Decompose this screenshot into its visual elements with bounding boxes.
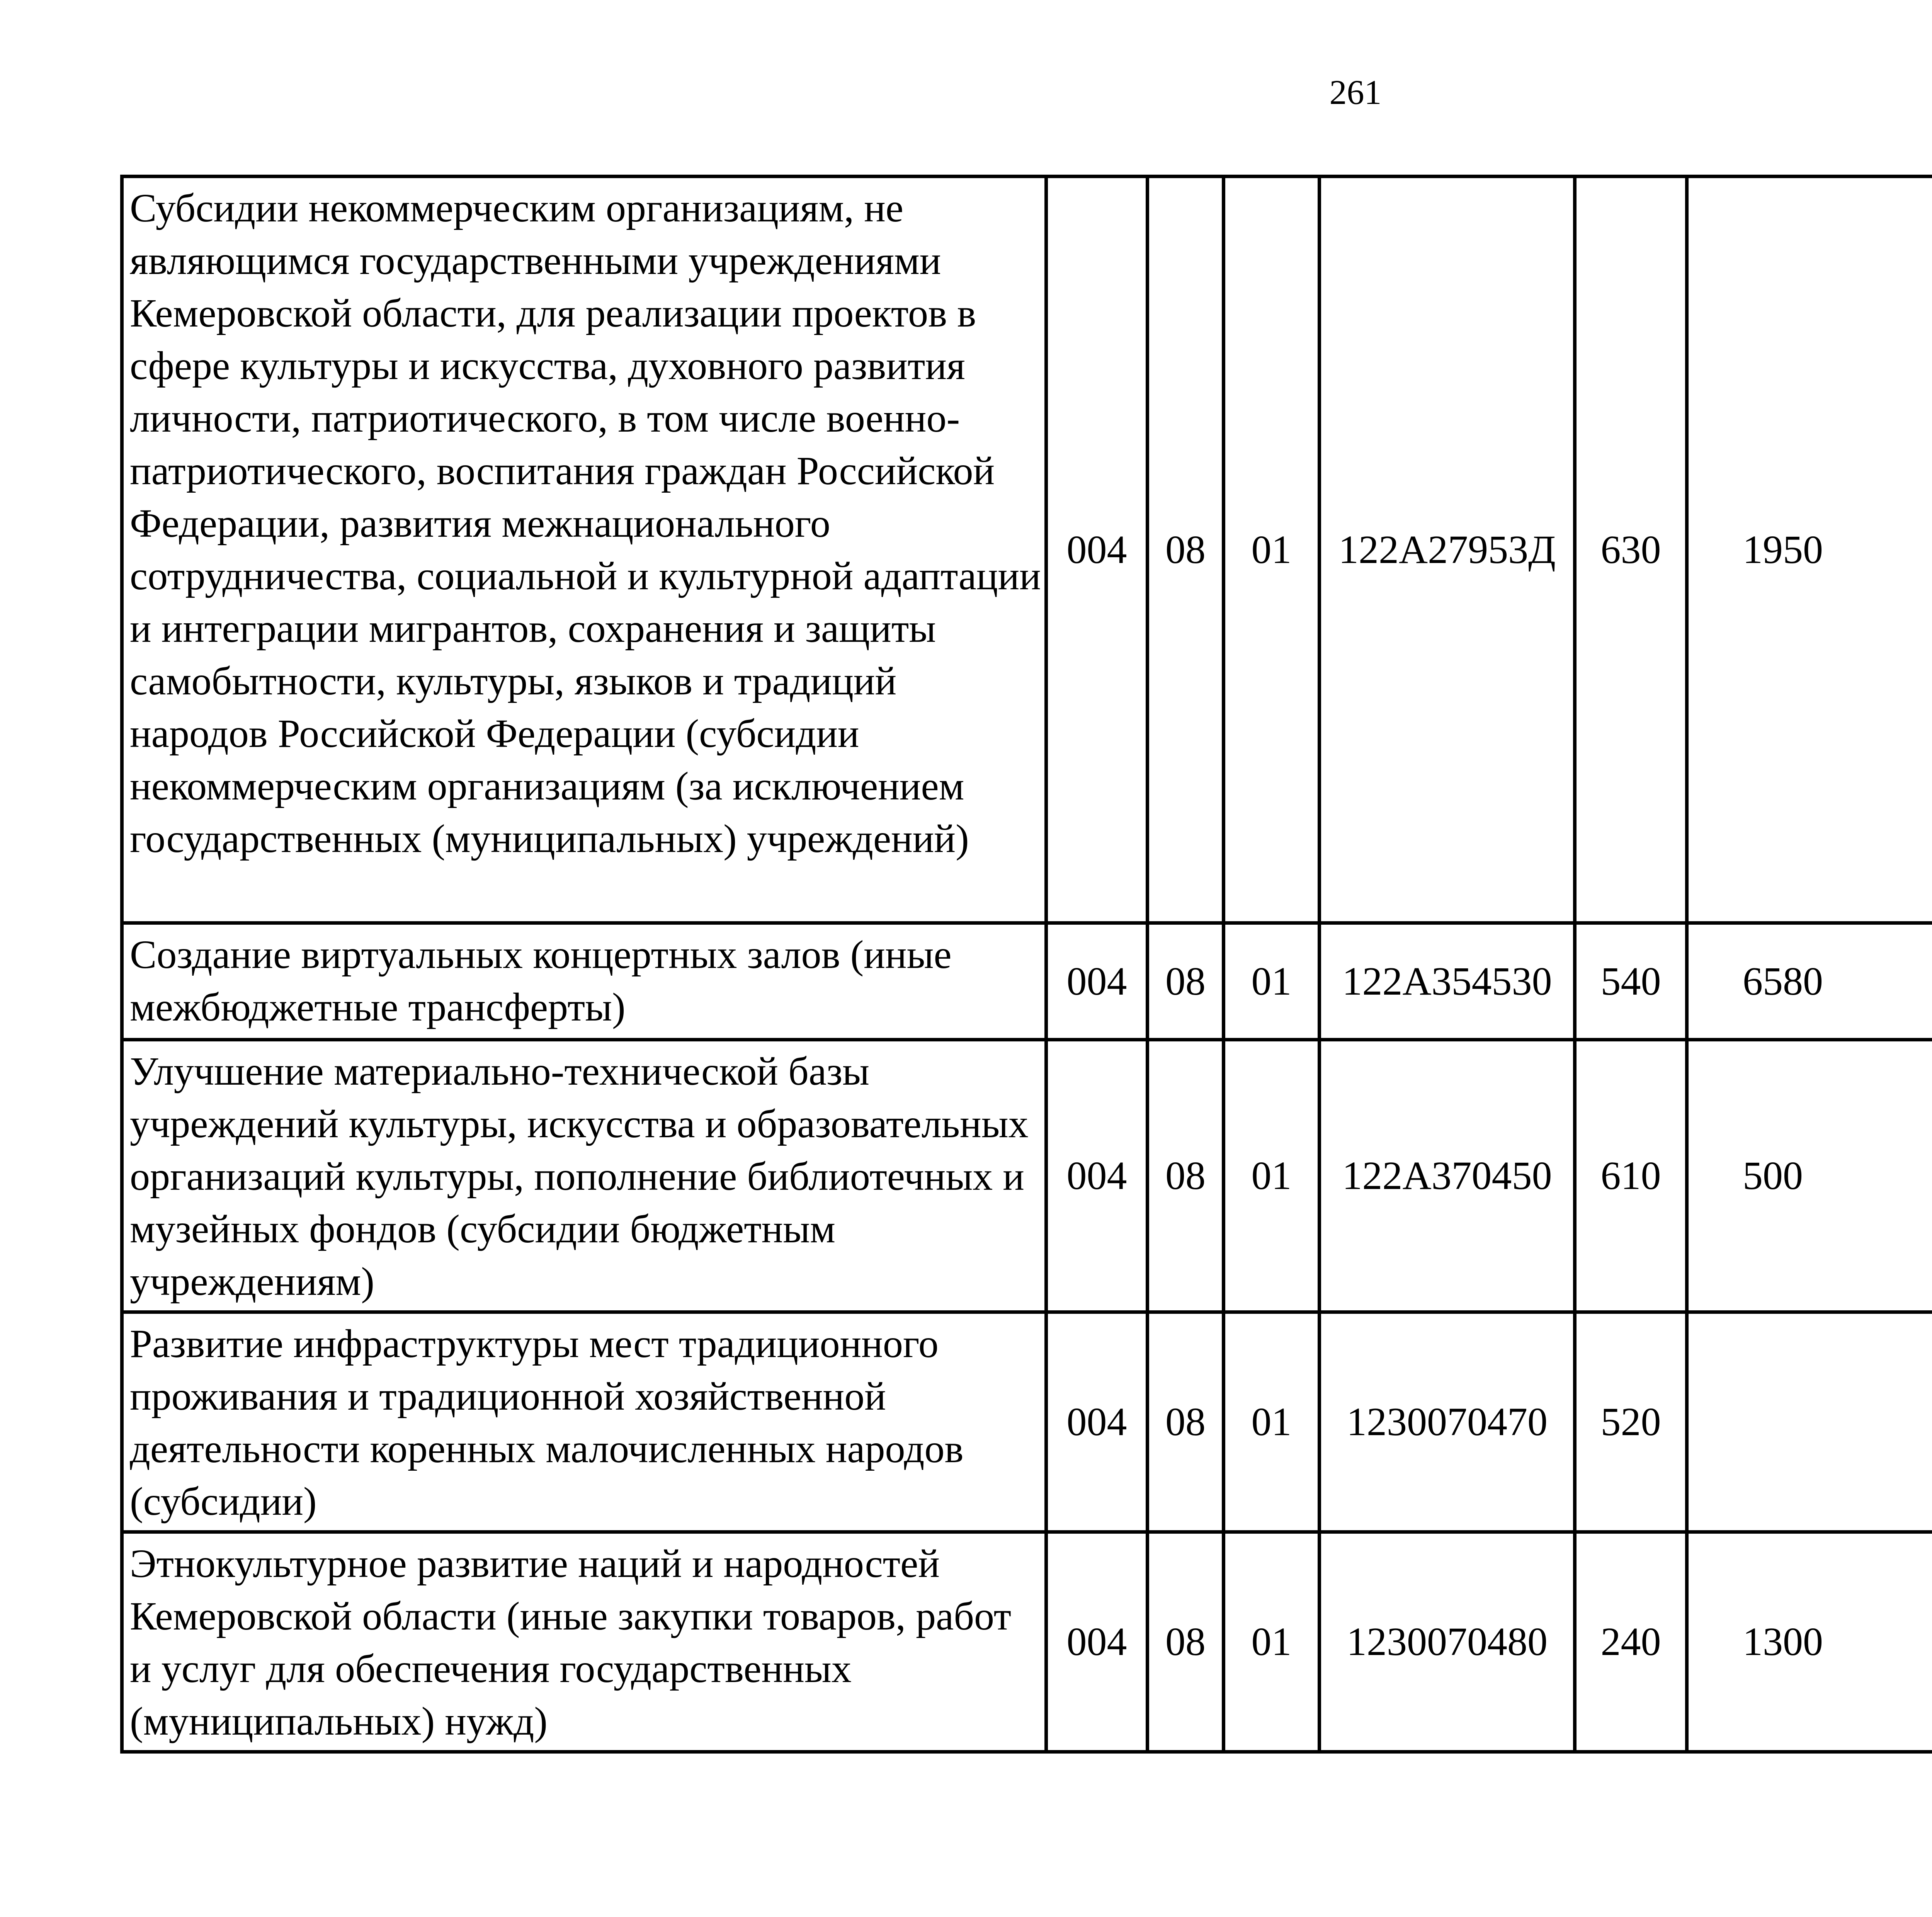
expense-type-code: 240 [1575,1532,1687,1752]
expense-type-code: 630 [1575,177,1687,923]
amount-year-1: 1950 [1687,177,1932,923]
subsection-code: 01 [1224,923,1320,1040]
amount-year-1: 6580 [1687,923,1932,1040]
subsection-code: 01 [1224,1040,1320,1312]
target-article-code: 1230070470 [1320,1312,1575,1532]
target-article-code: 122А370450 [1320,1040,1575,1312]
target-article-code: 122А27953Д [1320,177,1575,923]
target-article-code: 122А354530 [1320,923,1575,1040]
table-row [122,1040,1932,1312]
amount-year-1: 500 [1687,1040,1932,1312]
ministry-code: 004 [1046,177,1148,923]
expense-type-code: 610 [1575,1040,1687,1312]
target-article-code: 1230070480 [1320,1532,1575,1752]
subsection-code: 01 [1224,1532,1320,1752]
section-code: 08 [1148,1040,1224,1312]
amount-year-1 [1687,1312,1932,1532]
row-description: Улучшение материально-технической базы учреждений культуры, искусства и образовательных организаций культуры, пополнение библиотечных и музейных фондов (субсидии бюджетным учреждениям) [122,1040,1046,1312]
table-row [122,1312,1932,1532]
ministry-code: 004 [1046,923,1148,1040]
page-number: 261 [1329,73,1382,112]
ministry-code: 004 [1046,1040,1148,1312]
expense-type-code: 520 [1575,1312,1687,1532]
ministry-code: 004 [1046,1532,1148,1752]
amount-year-1: 1300 [1687,1532,1932,1752]
budget-table [120,175,1932,1754]
section-code: 08 [1148,1532,1224,1752]
expense-type-code: 540 [1575,923,1687,1040]
table-row [122,177,1932,923]
row-description: Этнокультурное развитие наций и народностей Кемеровской области (иные закупки товаров, работ и услуг для обеспечения государственных (муниципальных) нужд) [122,1532,1046,1752]
section-code: 08 [1148,177,1224,923]
table-row [122,1532,1932,1752]
section-code: 08 [1148,923,1224,1040]
subsection-code: 01 [1224,1312,1320,1532]
section-code: 08 [1148,1312,1224,1532]
row-description: Развитие инфраструктуры мест традиционного проживания и традиционной хозяйственной деятельности коренных малочисленных народов (субсидии) [122,1312,1046,1532]
ministry-code: 004 [1046,1312,1148,1532]
table-row [122,923,1932,1040]
row-description: Субсидии некоммерческим организациям, не являющимся государственными учреждениями Кемеровской области, для реализации проектов в сфере культуры и искусства, духовного развития личности, патриотического, в том числе военно-патриотического, воспитания граждан Российской Федерации, развития межнационального сотрудничества, социальной и культурной адаптации и интеграции мигрантов, сохранения и защиты самобытности, культуры, языков и традиций народов Российской Федерации (субсидии некоммерческим организациям (за исключением государственных (муниципальных) учреждений) [122,177,1046,923]
subsection-code: 01 [1224,177,1320,923]
row-description: Создание виртуальных концертных залов (иные межбюджетные трансферты) [122,923,1046,1040]
